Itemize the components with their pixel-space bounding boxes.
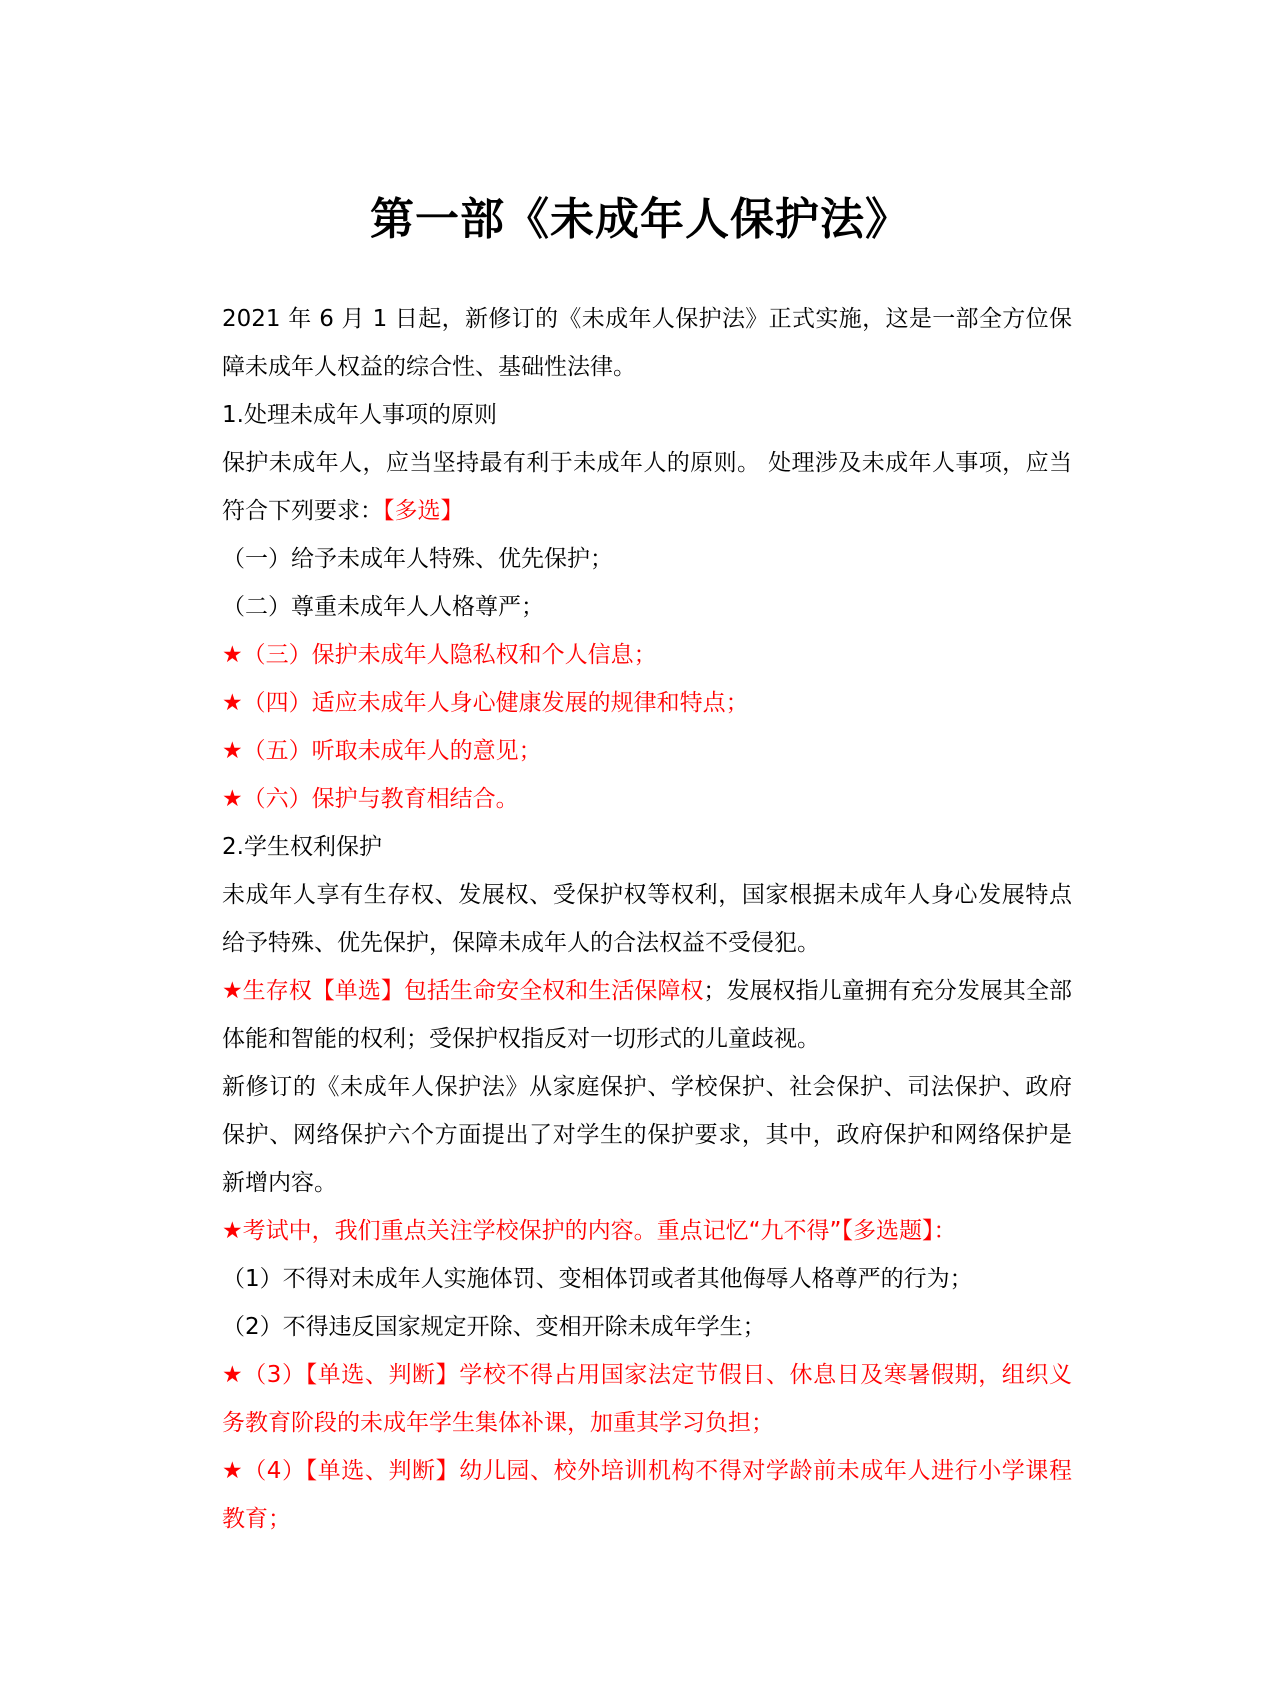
document-body (222, 295, 1072, 1543)
list-item-highlighted (222, 1447, 1072, 1543)
list-item (222, 1255, 1072, 1303)
list-item (222, 535, 1072, 583)
principles-paragraph (222, 439, 1072, 535)
list-item-text: ★（三）保护未成年人隐私权和个人信息； (222, 642, 657, 668)
list-item-highlighted (222, 1351, 1072, 1447)
page-title: 第一部《未成年人保护法》 (370, 194, 910, 245)
section-heading-text: 2.学生权利保护 (222, 834, 382, 860)
list-item-highlighted (222, 727, 1072, 775)
list-item-text: ★（3）【单选、判断】学校不得占用国家法定节假日、休息日及寒暑假期，组织义务教育阶段的未成年学生集体补课，加重其学习负担； (222, 1362, 1072, 1436)
multiple-choice-tag: 【多选】 (383, 498, 464, 524)
principles-text: 保护未成年人，应当坚持最有利于未成年人的原则。 处理涉及未成年人事项，应当符合下列要求： (222, 450, 1072, 524)
exam-focus-text: ★考试中，我们重点关注学校保护的内容。重点记忆“九不得”【多选题】： (222, 1218, 957, 1244)
list-item-text: ★（六）保护与教育相结合。 (222, 786, 519, 812)
list-item (222, 1303, 1072, 1351)
section-heading-principles (222, 391, 1072, 439)
six-protections-paragraph (222, 1063, 1072, 1207)
list-item-text: （一）给予未成年人特殊、优先保护； (222, 546, 613, 572)
list-item-text: ★（五）听取未成年人的意见； (222, 738, 542, 764)
list-item (222, 583, 1072, 631)
survival-right-highlight: ★生存权【单选】包括生命安全权和生活保障权 (222, 978, 704, 1004)
survival-right-paragraph (222, 967, 1072, 1063)
list-item-text: （二）尊重未成年人人格尊严； (222, 594, 544, 620)
list-item-highlighted (222, 679, 1072, 727)
survival-right-text: ；发展权指儿童拥有充分发展其全部体能和智能的权利；受保护权指反对一切形式的儿童歧视。 (222, 978, 1072, 1052)
list-item-text: （1）不得对未成年人实施体罚、变相体罚或者其他侮辱人格尊严的行为； (222, 1266, 973, 1292)
section-heading-text: 1.处理未成年人事项的原则 (222, 402, 497, 428)
rights-text: 未成年人享有生存权、发展权、受保护权等权利，国家根据未成年人身心发展特点给予特殊、优先保护，保障未成年人的合法权益不受侵犯。 (222, 882, 1072, 956)
six-protections-text: 新修订的《未成年人保护法》从家庭保护、学校保护、社会保护、司法保护、政府保护、网络保护六个方面提出了对学生的保护要求，其中，政府保护和网络保护是新增内容。 (222, 1074, 1072, 1196)
intro-text: 2021 年 6 月 1 日起，新修订的《未成年人保护法》正式实施，这是一部全方位保障未成年人权益的综合性、基础性法律。 (222, 306, 1072, 380)
list-item-text: ★（四）适应未成年人身心健康发展的规律和特点； (222, 690, 749, 716)
intro-paragraph (222, 295, 1072, 391)
list-item-highlighted (222, 631, 1072, 679)
rights-paragraph (222, 871, 1072, 967)
list-item-text: （2）不得违反国家规定开除、变相开除未成年学生； (222, 1314, 766, 1340)
section-heading-student-rights (222, 823, 1072, 871)
list-item-highlighted (222, 775, 1072, 823)
exam-focus-paragraph (222, 1207, 1072, 1255)
list-item-text: ★（4）【单选、判断】幼儿园、校外培训机构不得对学龄前未成年人进行小学课程教育； (222, 1458, 1072, 1532)
